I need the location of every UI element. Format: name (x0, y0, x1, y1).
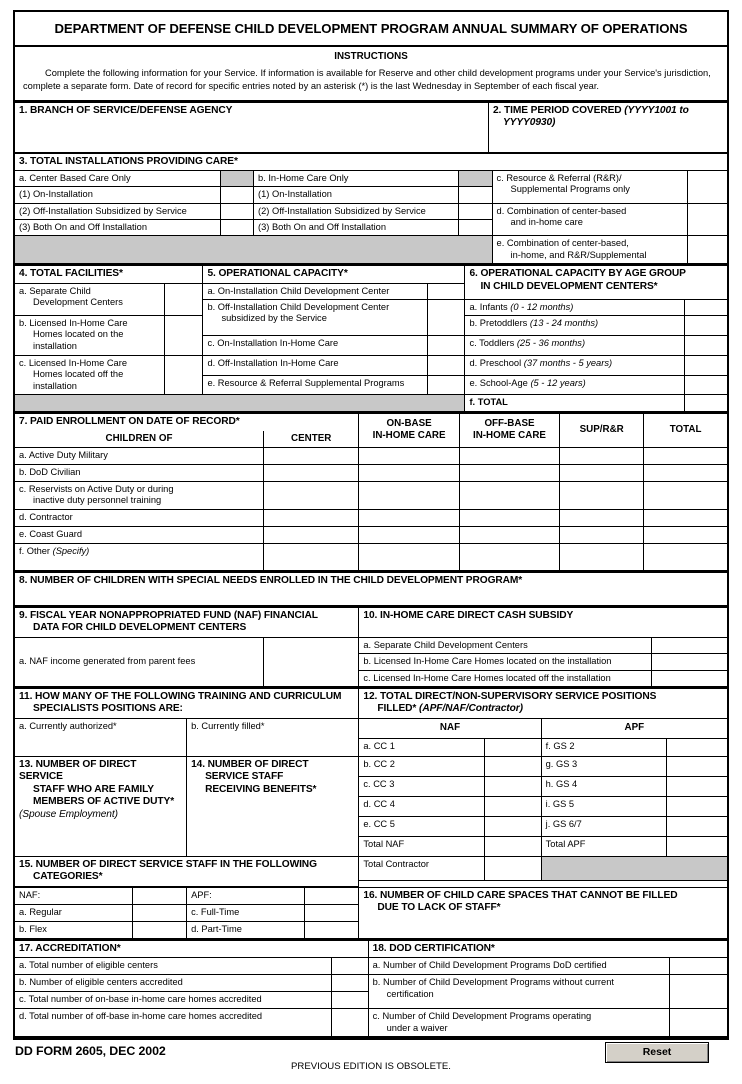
section-6-header (465, 265, 727, 299)
field-4c-line3: installation (33, 380, 77, 391)
field-10a-label: a. Separate Child Development Centers (359, 637, 652, 653)
page-title: DEPARTMENT OF DEFENSE CHILD DEVELOPMENT PROGRAM ANNUAL SUMMARY OF OPERATIONS (15, 12, 727, 47)
field-15-naf-input[interactable] (132, 887, 186, 904)
field-17d-input[interactable] (331, 1009, 368, 1037)
section-15-header (15, 856, 359, 886)
field-12j-label: j. GS 6/7 (541, 816, 666, 836)
section-12-header-line1: 12. TOTAL DIRECT/NON-SUPERVISORY SERVICE POSITIONS (363, 690, 657, 702)
field-15b-label: b. Flex (15, 921, 132, 938)
field-3a2-input[interactable] (220, 203, 253, 219)
section-7-table (15, 412, 727, 570)
field-9a-label: a. NAF income generated from parent fees (15, 637, 263, 686)
field-7d-label: d. Contractor (15, 509, 263, 526)
field-4b-line3: installation (33, 340, 77, 351)
field-12g-label: g. GS 3 (541, 756, 666, 776)
field-17a-input[interactable] (331, 958, 368, 975)
form-number: DD FORM 2605, DEC 2002 (15, 1043, 166, 1058)
section-7-col-sup-rr: SUP/R&R (560, 413, 644, 447)
field-12f-label: f. GS 2 (541, 738, 666, 756)
field-12-total-contractor-label: Total Contractor (359, 856, 484, 880)
previous-edition-note: PREVIOUS EDITION IS OBSOLETE. (291, 1060, 451, 1072)
field-7d-suprr[interactable] (560, 509, 644, 526)
field-5b-line1: b. Off-Installation Child Development Center (207, 301, 390, 312)
field-12b-label: b. CC 2 (359, 756, 484, 776)
section-8-field[interactable] (15, 572, 727, 606)
field-12j-input[interactable] (666, 816, 727, 836)
field-12a-input[interactable] (484, 738, 541, 756)
col-on-base-l2: IN-HOME CARE (372, 430, 446, 442)
field-12a-label: a. CC 1 (359, 738, 484, 756)
field-7b-suprr[interactable] (560, 464, 644, 481)
field-12h-input[interactable] (666, 776, 727, 796)
section-12-gray-filler (541, 856, 727, 880)
section-8-label: 8. NUMBER OF CHILDREN WITH SPECIAL NEEDS ENROLLED IN THE CHILD DEVELOPMENT PROGRAM* (19, 574, 523, 586)
field-15a-label: a. Regular (15, 904, 132, 921)
field-6b-range: (13 - 24 months) (529, 318, 599, 329)
field-17d-label: d. Total number of off-base in-home care homes accredited (15, 1009, 331, 1037)
field-12i-label: i. GS 5 (541, 796, 666, 816)
section-18-header: 18. DOD CERTIFICATION* (368, 940, 727, 958)
field-3a-label: a. Center Based Care Only (15, 171, 220, 187)
section-15-header-line1: 15. NUMBER OF DIRECT SERVICE STAFF IN THE FOLLOWING (19, 858, 317, 870)
field-3b3-label: (3) Both On and Off Installation (254, 220, 459, 236)
field-12c-label: c. CC 3 (359, 776, 484, 796)
field-12d-label: d. CC 4 (359, 796, 484, 816)
field-18b-line2: certification (386, 988, 434, 999)
section-17-18-table (15, 939, 727, 1038)
field-2-label: 2. TIME PERIOD COVERED (492, 104, 625, 116)
field-12g-input[interactable] (666, 756, 727, 776)
field-12i-input[interactable] (666, 796, 727, 816)
field-4c-line2: Homes located off the (33, 369, 124, 380)
field-7e-offbase[interactable] (459, 526, 559, 543)
field-10b-label: b. Licensed In-Home Care Homes located on the installation (359, 654, 652, 670)
col-off-base-l1: OFF-BASE (484, 418, 535, 430)
dd-form-2605 (13, 10, 729, 1040)
field-3b-shaded-cell (459, 171, 492, 187)
field-7f-suprr[interactable] (560, 543, 644, 570)
field-12e-input[interactable] (484, 816, 541, 836)
section-7-header: 7. PAID ENROLLMENT ON DATE OF RECORD* (15, 413, 359, 430)
field-6b-label (465, 316, 685, 336)
field-6a-main: a. Infants (469, 301, 511, 312)
field-3c-input[interactable] (687, 171, 727, 204)
field-7a-suprr[interactable] (560, 447, 644, 464)
field-3e-label (492, 236, 687, 264)
field-3b1-label: (1) On-Installation (254, 187, 459, 203)
field-7d-offbase[interactable] (459, 509, 559, 526)
field-6f-label (465, 395, 685, 412)
field-6b-input[interactable] (685, 316, 727, 336)
section-16-line1: 16. NUMBER OF CHILD CARE SPACES THAT CANNOT BE FILLED (363, 889, 678, 901)
field-7f-total[interactable] (644, 543, 727, 570)
field-7f-specify: (Specify) (52, 545, 90, 556)
field-7c-suprr[interactable] (560, 481, 644, 509)
field-3a1-label: (1) On-Installation (15, 187, 220, 203)
field-3b2-label: (2) Off-Installation Subsidized by Service (254, 203, 459, 219)
section-14-line2: SERVICE STAFF (205, 771, 284, 783)
section-13-line2: STAFF WHO ARE FAMILY (33, 783, 154, 795)
field-7d-center[interactable] (263, 509, 358, 526)
section-12-header-ital: (APF/NAF/Contractor) (419, 703, 523, 715)
section-12-naf-header: NAF (359, 718, 541, 738)
field-15c-label: c. Full-Time (187, 904, 305, 921)
section-16-header[interactable] (359, 887, 727, 938)
field-4c-label (15, 356, 165, 395)
field-5a-input[interactable] (427, 283, 465, 299)
section-6-header-line1: 6. OPERATIONAL CAPACITY BY AGE GROUP (469, 268, 686, 280)
section-16-line2: DUE TO LACK OF STAFF* (377, 902, 501, 914)
field-6e-main: e. School-Age (469, 377, 531, 388)
section-11-12-13-14-table (15, 687, 727, 887)
section-14-header[interactable] (187, 756, 359, 856)
field-15d-input[interactable] (305, 921, 359, 938)
field-2-hint2: YYYY0930) (502, 117, 556, 129)
field-7c-total[interactable] (644, 481, 727, 509)
field-5b-line2: subsidized by the Service (221, 313, 327, 324)
field-12f-input[interactable] (666, 738, 727, 756)
field-15d-label: d. Part-Time (187, 921, 305, 938)
field-6d-range: (37 months - 5 years) (523, 358, 613, 369)
field-3b1-input[interactable] (459, 187, 492, 203)
instructions-body: Complete the following information for your Service. If information is available for Reserve and other child development programs under your Service's jurisdiction, complete a separate form. Date of record for specific entries noted by an asterisk (*) is the last Wednesday in September of each fiscal year. (23, 68, 711, 91)
field-10c-label: c. Licensed In-Home Care Homes located off the installation (359, 670, 652, 686)
section-3-header: 3. TOTAL INSTALLATIONS PROVIDING CARE* (15, 153, 727, 170)
field-18a-input[interactable] (669, 958, 727, 975)
field-11a-label[interactable]: a. Currently authorized* (15, 718, 187, 756)
field-18b-input[interactable] (669, 975, 727, 1009)
field-7f-onbase[interactable] (359, 543, 459, 570)
field-7b-offbase[interactable] (459, 464, 559, 481)
section-6-header-line2: IN CHILD DEVELOPMENT CENTERS* (480, 280, 658, 292)
field-6a-range: (0 - 12 months) (510, 301, 574, 312)
field-15-apf-label: APF: (187, 887, 305, 904)
field-18b-line1: b. Number of Child Development Programs without current (372, 977, 614, 988)
field-5b-label (203, 299, 427, 335)
field-4a-input[interactable] (165, 283, 203, 316)
section-4-header: 4. TOTAL FACILITIES* (15, 265, 203, 283)
section-4-5-gray-filler (15, 395, 465, 412)
field-6b-main: b. Pretoddlers (469, 318, 530, 329)
field-7d-total[interactable] (644, 509, 727, 526)
field-4a-label (15, 283, 165, 316)
section-1-2-table (15, 102, 727, 153)
section-11-header (15, 688, 359, 718)
section-15-16-table (15, 887, 727, 939)
section-7-col-center: CENTER (263, 431, 358, 447)
field-6e-range: (5 - 12 years) (530, 377, 586, 388)
field-12-total-apf-label: Total APF (541, 836, 666, 856)
field-12b-input[interactable] (484, 756, 541, 776)
field-3b-label: b. In-Home Care Only (254, 171, 459, 187)
section-13-header[interactable] (15, 756, 187, 856)
field-7b-label: b. DoD Civilian (15, 464, 263, 481)
field-3c-line2: Supplemental Programs only (510, 184, 630, 195)
field-3e-line1: e. Combination of center-based, (496, 238, 629, 249)
field-4b-line2: Homes located on the (33, 329, 124, 340)
field-7c-onbase[interactable] (359, 481, 459, 509)
field-3d-input[interactable] (687, 203, 727, 236)
field-3d-line2: and in-home care (510, 217, 583, 228)
field-7f-label (15, 543, 263, 570)
field-12h-label: h. GS 4 (541, 776, 666, 796)
field-3a3-input[interactable] (220, 220, 253, 236)
field-3b3-input[interactable] (459, 220, 492, 236)
field-7c-line1: c. Reservists on Active Duty or during (19, 483, 174, 494)
field-17c-input[interactable] (331, 992, 368, 1009)
section-3-table (15, 153, 727, 264)
reset-button[interactable]: Reset (605, 1042, 709, 1063)
section-7-col-children-of: CHILDREN OF (15, 431, 263, 447)
section-15-header-line2: CATEGORIES* (33, 871, 103, 883)
field-4c-input[interactable] (165, 356, 203, 395)
field-7b-center[interactable] (263, 464, 358, 481)
section-9-header-line1: 9. FISCAL YEAR NONAPPROPRIATED FUND (NAF) FINANCIAL (19, 610, 318, 622)
field-5c-input[interactable] (427, 336, 465, 356)
field-12d-input[interactable] (484, 796, 541, 816)
field-7f-main: f. Other (19, 545, 53, 556)
instructions-heading: INSTRUCTIONS (334, 51, 408, 62)
field-4a-line2: Development Centers (33, 296, 123, 307)
field-9a-input[interactable] (263, 637, 358, 686)
field-5b-input[interactable] (427, 299, 465, 335)
section-7-col-on-base (359, 413, 459, 447)
field-7d-onbase[interactable] (359, 509, 459, 526)
field-10c-input[interactable] (652, 670, 727, 686)
section-13-line1: 13. NUMBER OF DIRECT SERVICE (19, 758, 137, 783)
field-4a-line1: a. Separate Child (19, 285, 91, 296)
field-5a-label: a. On-Installation Child Development Center (203, 283, 427, 299)
section-13-line4: (Spouse Employment) (19, 808, 118, 820)
field-7a-total[interactable] (644, 447, 727, 464)
field-6a-input[interactable] (685, 299, 727, 315)
field-7f-center[interactable] (263, 543, 358, 570)
field-7f-offbase[interactable] (459, 543, 559, 570)
field-7e-total[interactable] (644, 526, 727, 543)
section-4-5-6-table (15, 264, 727, 412)
field-18b-label (368, 975, 669, 1009)
section-9-header (15, 607, 359, 637)
field-5d-input[interactable] (427, 356, 465, 375)
field-5d-label: d. Off-Installation In-Home Care (203, 356, 427, 375)
field-1-branch-of-service[interactable] (15, 102, 488, 152)
field-7c-center[interactable] (263, 481, 358, 509)
field-7b-total[interactable] (644, 464, 727, 481)
field-4b-input[interactable] (165, 316, 203, 356)
field-3a3-label: (3) Both On and Off Installation (15, 220, 220, 236)
col-on-base-l1: ON-BASE (386, 418, 432, 430)
field-18a-label: a. Number of Child Development Programs DoD certified (368, 958, 669, 975)
section-8-table (15, 571, 727, 607)
field-7a-center[interactable] (263, 447, 358, 464)
field-17c-label: c. Total number of on-base in-home care homes accredited (15, 992, 331, 1009)
section-9-header-line2: DATA FOR CHILD DEVELOPMENT CENTERS (33, 622, 247, 634)
field-3e-line2: in-home, and R&R/Supplemental (510, 249, 647, 260)
field-3d-line1: d. Combination of center-based (496, 205, 627, 216)
field-7b-onbase[interactable] (359, 464, 459, 481)
field-3c-label (492, 171, 687, 204)
field-7e-onbase[interactable] (359, 526, 459, 543)
field-10b-input[interactable] (652, 654, 727, 670)
section-14-line3: RECEIVING BENEFITS* (205, 783, 317, 795)
field-6f-input[interactable] (685, 395, 727, 412)
field-12e-label: e. CC 5 (359, 816, 484, 836)
field-4c-line1: c. Licensed In-Home Care (19, 358, 127, 369)
field-2-hint: (YYYY1001 to (624, 104, 689, 116)
field-7e-suprr[interactable] (560, 526, 644, 543)
field-7e-center[interactable] (263, 526, 358, 543)
field-4b-line1: b. Licensed In-Home Care (19, 318, 128, 329)
section-10-header: 10. IN-HOME CARE DIRECT CASH SUBSIDY (359, 607, 727, 637)
field-12c-input[interactable] (484, 776, 541, 796)
field-3d-label (492, 203, 687, 236)
section-12-header (359, 688, 727, 718)
section-7-col-off-base (459, 413, 559, 447)
field-7c-offbase[interactable] (459, 481, 559, 509)
instructions-block (15, 47, 727, 102)
field-17b-label: b. Number of eligible centers accredited (15, 975, 331, 992)
field-6a-label (465, 299, 685, 315)
field-7a-onbase[interactable] (359, 447, 459, 464)
field-5c-label: c. On-Installation In-Home Care (203, 336, 427, 356)
field-3b2-input[interactable] (459, 203, 492, 219)
section-14-line1: 14. NUMBER OF DIRECT (191, 758, 309, 770)
field-7c-label (15, 481, 263, 509)
section-12-apf-header: APF (541, 718, 727, 738)
field-17a-label: a. Total number of eligible centers (15, 958, 331, 975)
field-6d-input[interactable] (685, 356, 727, 375)
field-6d-label (465, 356, 685, 375)
field-17b-input[interactable] (331, 975, 368, 992)
field-11b-label[interactable]: b. Currently filled* (187, 718, 359, 756)
field-4b-label (15, 316, 165, 356)
field-15a-input[interactable] (132, 904, 186, 921)
field-2-time-period[interactable] (488, 102, 727, 152)
field-6d-main: d. Preschool (469, 358, 524, 369)
field-18c-input[interactable] (669, 1009, 727, 1037)
field-15-apf-input[interactable] (305, 887, 359, 904)
section-7-col-total: TOTAL (644, 413, 727, 447)
field-3a-shaded-cell (220, 171, 253, 187)
field-12-total-apf-input[interactable] (666, 836, 727, 856)
section-5-header: 5. OPERATIONAL CAPACITY* (203, 265, 465, 283)
section-12-header-line2: FILLED* (APF/NAF/Contractor) (377, 703, 523, 715)
section-17-header: 17. ACCREDITATION* (15, 940, 368, 958)
field-6e-input[interactable] (685, 375, 727, 395)
field-1-label: 1. BRANCH OF SERVICE/DEFENSE AGENCY (19, 104, 233, 116)
col-off-base-l2: IN-HOME CARE (473, 430, 546, 442)
field-18c-line1: c. Number of Child Development Programs operating (372, 1011, 592, 1022)
field-6c-label (465, 336, 685, 356)
field-10a-input[interactable] (652, 637, 727, 653)
field-3e-input[interactable] (687, 236, 727, 264)
field-6c-input[interactable] (685, 336, 727, 356)
section-11-header-line2: SPECIALISTS POSITIONS ARE: (33, 703, 183, 715)
section-12-spacer (359, 880, 727, 886)
field-18c-label (368, 1009, 669, 1037)
field-7a-label: a. Active Duty Military (15, 447, 263, 464)
field-7c-line2: inactive duty personnel training (33, 494, 162, 505)
field-5e-input[interactable] (427, 375, 465, 395)
field-12-total-contractor-input[interactable] (484, 856, 541, 880)
field-6c-main: c. Toddlers (469, 338, 517, 349)
field-6c-range: (25 - 36 months) (516, 338, 586, 349)
field-18c-line2: under a waiver (386, 1022, 448, 1033)
field-7a-offbase[interactable] (459, 447, 559, 464)
field-3c-line1: c. Resource & Referral (R&R)/ (496, 173, 622, 184)
field-12-total-naf-input[interactable] (484, 836, 541, 856)
form-footer (13, 1042, 729, 1084)
field-7e-label: e. Coast Guard (15, 526, 263, 543)
field-15b-input[interactable] (132, 921, 186, 938)
field-6e-label (465, 375, 685, 395)
section-3-gray-filler (15, 236, 492, 264)
field-6f-total: f. TOTAL (469, 397, 508, 408)
field-12-total-naf-label: Total NAF (359, 836, 484, 856)
field-3a2-label: (2) Off-Installation Subsidized by Service (15, 203, 220, 219)
section-9-10-table (15, 606, 727, 687)
field-5e-label: e. Resource & Referral Supplemental Programs (203, 375, 427, 395)
field-15c-input[interactable] (305, 904, 359, 921)
section-11-header-line1: 11. HOW MANY OF THE FOLLOWING TRAINING AND CURRICULUM (19, 690, 342, 702)
field-3a1-input[interactable] (220, 187, 253, 203)
field-15-naf-label: NAF: (15, 887, 132, 904)
section-13-line3: MEMBERS OF ACTIVE DUTY* (33, 796, 175, 808)
